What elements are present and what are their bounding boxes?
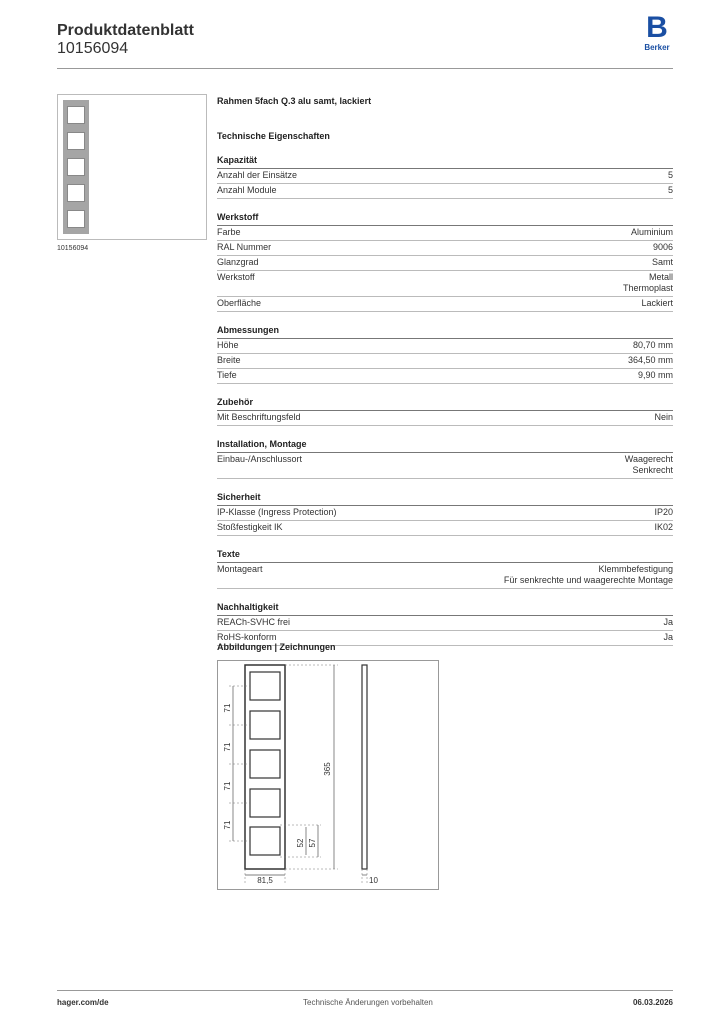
pitch-label-1: 71	[223, 703, 232, 713]
property-value: Ja	[663, 617, 673, 627]
property-label: Farbe	[217, 227, 241, 237]
property-values	[654, 522, 673, 533]
drawings-title: Abbildungen | Zeichnungen	[217, 642, 336, 652]
product-image	[57, 94, 207, 240]
property-sections	[217, 154, 673, 646]
property-value: Nein	[654, 412, 673, 422]
property-row	[217, 616, 673, 631]
property-value: Samt	[651, 257, 673, 267]
property-row	[217, 411, 673, 426]
frame-opening	[67, 184, 85, 202]
property-value: 5	[667, 185, 673, 195]
section-heading: Installation, Montage	[217, 438, 673, 453]
property-label: Mit Beschriftungsfeld	[217, 412, 301, 422]
property-label: Stoßfestigkeit IK	[217, 522, 283, 532]
property-value: 364,50 mm	[627, 355, 673, 365]
outer-label: 57	[308, 838, 317, 848]
property-value: IP20	[654, 507, 673, 517]
article-number: 10156094	[57, 40, 129, 57]
inner-label: 52	[296, 838, 305, 848]
property-label: Breite	[217, 355, 241, 365]
properties-title: Technische Eigenschaften	[217, 131, 330, 141]
property-row	[217, 339, 673, 354]
property-values	[668, 185, 673, 196]
property-label: REACh-SVHC frei	[217, 617, 291, 627]
property-value: IK02	[654, 522, 673, 532]
opening-4	[250, 789, 280, 817]
logo-letter: B	[646, 11, 668, 44]
depth-label: 10	[369, 876, 378, 885]
property-value: Für senkrechte und waagerechte Montage	[503, 575, 673, 585]
width-label: 81,5	[257, 876, 273, 885]
page-title: Produktdatenblatt	[57, 22, 194, 39]
property-values	[668, 170, 673, 181]
property-row	[217, 297, 673, 312]
property-values	[623, 272, 673, 294]
property-value: Thermoplast	[622, 283, 673, 293]
frame-illustration	[63, 100, 89, 234]
property-label: Einbau-/Anschlussort	[217, 454, 303, 464]
property-value: Waagerecht	[624, 454, 673, 464]
drawing-svg	[218, 661, 438, 889]
pitch-label-4: 71	[223, 820, 232, 830]
frame-outline	[245, 665, 285, 869]
property-row	[217, 369, 673, 384]
section-heading: Nachhaltigkeit	[217, 601, 673, 616]
property-label: Tiefe	[217, 370, 237, 380]
frame-opening	[67, 158, 85, 176]
opening-2	[250, 711, 280, 739]
footer-date: 06.03.2026	[632, 998, 673, 1007]
header-divider	[57, 68, 673, 69]
property-row	[217, 563, 673, 589]
property-row	[217, 241, 673, 256]
property-values	[663, 617, 673, 628]
property-row	[217, 169, 673, 184]
property-label: Montageart	[217, 564, 263, 574]
property-values	[654, 507, 673, 518]
property-value: 5	[667, 170, 673, 180]
height-label: 365	[323, 762, 332, 776]
property-row	[217, 184, 673, 199]
property-values	[633, 340, 673, 351]
property-values	[652, 257, 673, 268]
property-row	[217, 354, 673, 369]
property-label: Höhe	[217, 340, 239, 350]
property-values	[625, 454, 673, 476]
side-profile	[362, 665, 367, 869]
property-row	[217, 521, 673, 536]
footer-website: hager.com/de	[57, 998, 109, 1007]
property-values	[663, 632, 673, 643]
frame-opening	[67, 132, 85, 150]
property-value: 80,70 mm	[632, 340, 673, 350]
property-value: Ja	[663, 632, 673, 642]
property-value: 9006	[652, 242, 673, 252]
opening-3	[250, 750, 280, 778]
property-values	[654, 412, 673, 423]
property-row	[217, 271, 673, 297]
property-values	[504, 564, 673, 586]
footer-divider	[57, 990, 673, 991]
section-heading: Zubehör	[217, 396, 673, 411]
berker-logo	[640, 11, 674, 55]
property-value: Aluminium	[630, 227, 673, 237]
image-caption: 10156094	[57, 245, 89, 252]
product-details	[217, 95, 673, 646]
frame-opening	[67, 210, 85, 228]
pitch-label-3: 71	[223, 781, 232, 791]
property-value: 9,90 mm	[637, 370, 673, 380]
section-heading: Kapazität	[217, 154, 673, 169]
property-values	[631, 227, 673, 238]
opening-1	[250, 672, 280, 700]
property-value: Metall	[648, 272, 673, 282]
property-label: Glanzgrad	[217, 257, 259, 267]
section-heading: Sicherheit	[217, 491, 673, 506]
footer-notice: Technische Änderungen vorbehalten	[303, 998, 433, 1007]
property-label: Werkstoff	[217, 272, 255, 282]
property-values	[653, 242, 673, 253]
property-values	[638, 370, 673, 381]
property-row	[217, 256, 673, 271]
property-label: Oberfläche	[217, 298, 262, 308]
property-label: IP-Klasse (Ingress Protection)	[217, 507, 337, 517]
property-label: RAL Nummer	[217, 242, 272, 252]
property-value: Lackiert	[641, 298, 673, 308]
property-row	[217, 453, 673, 479]
property-row	[217, 226, 673, 241]
section-heading: Abmessungen	[217, 324, 673, 339]
logo-text: Berker	[644, 43, 670, 52]
property-row	[217, 506, 673, 521]
technical-drawing	[217, 660, 439, 890]
property-values	[641, 298, 673, 309]
pitch-label-2: 71	[223, 742, 232, 752]
property-label: Anzahl Module	[217, 185, 277, 195]
product-name: Rahmen 5fach Q.3 alu samt, lackiert	[217, 96, 372, 106]
property-value: Klemmbefestigung	[598, 564, 673, 574]
opening-5	[250, 827, 280, 855]
property-value: Senkrecht	[632, 465, 673, 475]
property-label: Anzahl der Einsätze	[217, 170, 298, 180]
property-values	[628, 355, 673, 366]
frame-opening	[67, 106, 85, 124]
section-heading: Texte	[217, 548, 673, 563]
property-label: RoHS-konform	[217, 632, 277, 642]
section-heading: Werkstoff	[217, 211, 673, 226]
